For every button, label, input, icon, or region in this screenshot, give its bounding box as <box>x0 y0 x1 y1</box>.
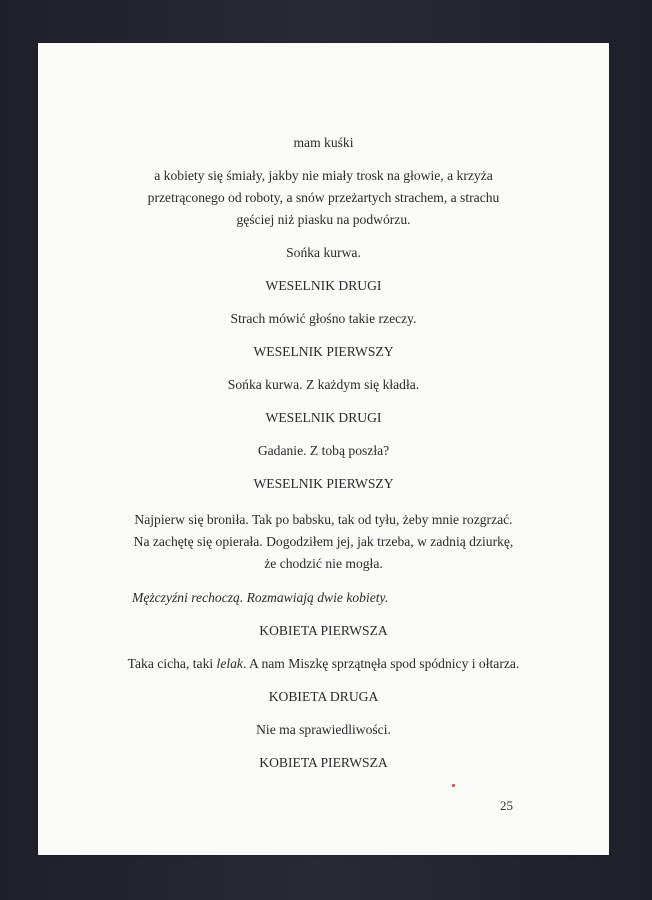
text-line: mam kuśki <box>293 135 354 150</box>
text-line: Sońka kurwa. <box>286 245 361 260</box>
text-segment: . A nam Miszkę sprzątnęła spod spódnicy i ołtarza. <box>242 656 520 671</box>
text-line: Strach mówić głośno takie rzeczy. <box>230 311 417 326</box>
text-line <box>38 653 609 675</box>
speaker-name: WESELNIK DRUGI <box>265 410 382 425</box>
document-page <box>38 43 609 855</box>
paragraph: Najpierw się broniła. Tak po babsku, tak od tyłu, żeby mnie rozgrzać. Na zachętę się opierała. Dogodziłem jej, jak trzeba, w zadnią dziurkę, że chodzić nie mogła. <box>133 512 514 571</box>
text-line: Nie ma sprawiedliwości. <box>256 722 391 737</box>
page-number: 25 <box>500 798 513 813</box>
stage-direction: Mężczyźni rechoczą. Rozmawiają dwie kobiety. <box>132 590 389 605</box>
speaker-name: KOBIETA DRUGA <box>268 689 379 704</box>
text-segment: Taka cicha, taki <box>127 656 217 671</box>
text-line: Gadanie. Z tobą poszła? <box>257 443 390 458</box>
speaker-name: WESELNIK DRUGI <box>265 278 382 293</box>
paragraph: a kobiety się śmiały, jakby nie miały trosk na głowie, a krzyża przetrąconego od roboty, a snów przeżartych strachem, a strachu gęściej niż piasku na podwórzu. <box>147 168 500 227</box>
italic-word: lelak <box>216 656 243 671</box>
speaker-name: KOBIETA PIERWSZA <box>259 623 388 638</box>
red-speck <box>452 784 455 787</box>
speaker-name: KOBIETA PIERWSZA <box>259 755 388 770</box>
text-line: Sońka kurwa. Z każdym się kładła. <box>227 377 420 392</box>
speaker-name: WESELNIK PIERWSZY <box>253 476 394 491</box>
speaker-name: WESELNIK PIERWSZY <box>253 344 394 359</box>
